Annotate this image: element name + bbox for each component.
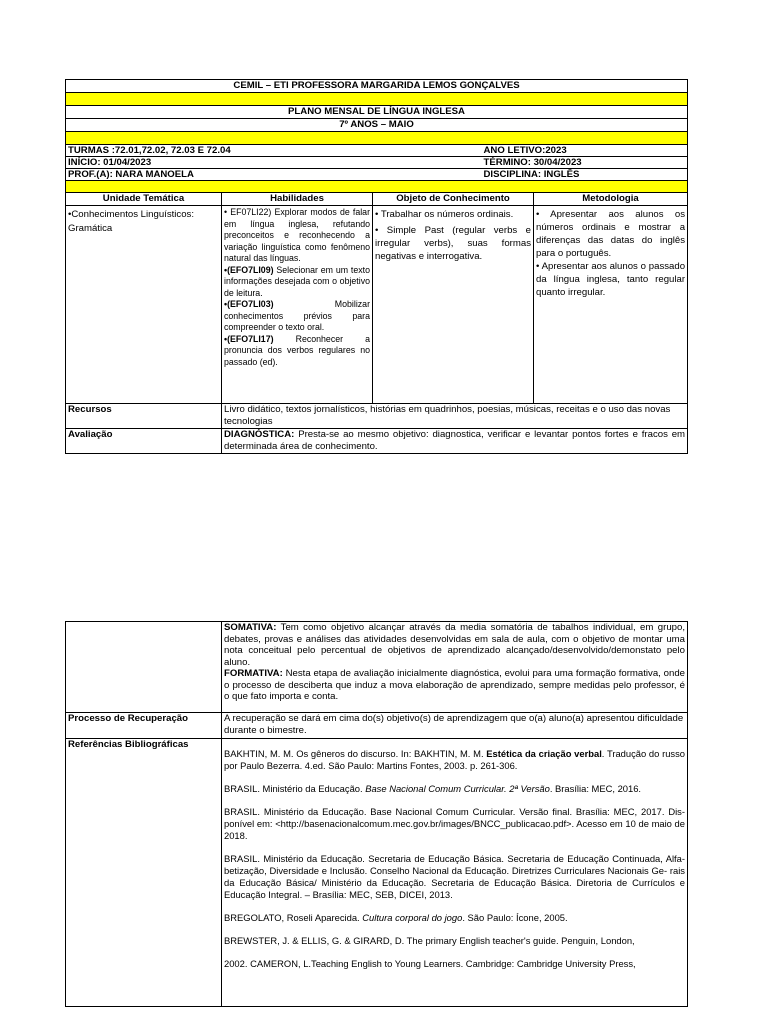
plan-continuation-table xyxy=(65,621,688,1007)
avaliacao-continued-label xyxy=(66,622,222,713)
habilidades-cell xyxy=(222,206,373,404)
yellow-separator xyxy=(66,181,688,193)
objeto-item: • Simple Past (regular verbs e irregular verbs), suas formas negativas e interrogativa. xyxy=(375,225,531,262)
disciplina: DISCIPLINA: INGLÊS xyxy=(484,169,638,181)
yellow-separator xyxy=(66,93,688,106)
recursos-label: Recursos xyxy=(66,404,222,429)
habilidade-item: •(EFO7LI17) Reconhecer a pronuncia dos verbos regulares no passado (ed). xyxy=(224,333,370,367)
col-objeto-header: Objeto de Conhecimento xyxy=(373,193,534,206)
metodologia-item: • Apresentar aos alunos o passado da língua inglesa, tanto regular quanto irregular. xyxy=(536,261,686,298)
grade-month: 7º ANOS – MAIO xyxy=(66,119,688,132)
reference-item: BREGOLATO, Roseli Aparecida. Cultura corporal do jogo. São Paulo: Ícone, 2005. xyxy=(224,912,568,923)
metodologia-item: • Apresentar aos alunos os números ordinais e mostrar a diferenças das datas do inglês para o português. xyxy=(536,209,686,259)
reference-item: BRASIL. Ministério da Educação. Base Nacional Comum Curricular. Versão final. Brasília: MEC, 2017. Dis- ponível em: <http://basenacionalcomum.mec.gov.br/images/BNCC_publicacao.pdf>. Acesso em 10 de maio de 2018. xyxy=(224,806,685,841)
recursos-text: Livro didático, textos jornalísticos, histórias em quadrinhos, poesias, músicas, receitas e o uso das novas tecnologias xyxy=(222,404,688,429)
referencias-list xyxy=(222,739,688,1007)
habilidade-item: •(EFO7LI09) Selecionar em um texto informações desejada com o objetivo de leitura. xyxy=(224,264,370,298)
reference-item: BAKHTIN, M. M. Os gêneros do discurso. In: BAKHTIN, M. M. Estética da criação verbal. Tradução do russo por Paulo Bezerra. 4.ed. São Paulo: Martins Fontes, 2003. p. 261-306. xyxy=(224,748,686,771)
col-metodologia-header: Metodologia xyxy=(534,193,688,206)
reference-item: BRASIL. Ministério da Educação. Base Nacional Comum Curricular. 2ª Versão. Brasília: MEC, 2016. xyxy=(224,783,642,794)
unidade-cell xyxy=(66,206,222,404)
habilidade-item: •(EFO7LI03) Mobilizar conhecimentos prévios para compreender o texto oral. xyxy=(224,299,370,332)
reference-item: BRASIL. Ministério da Educação. Secretaria de Educação Básica. Secretaria de Educação Continuada, Alfa- betização, Diversidade e Inclusão. Conselho Nacional da Educação. Diretrizes Curriculares Nacionais Ge- rais da Educação Básica/ Ministério da Educação. Secretaria de Educação Básica. Diretoria de Currículos e Educação Integral. – Brasília: MEC, SEB, DICEI, 2013. xyxy=(224,853,685,900)
metodologia-cell xyxy=(534,206,688,404)
yellow-separator xyxy=(66,132,688,145)
avaliacao-continued xyxy=(222,622,688,713)
recuperacao-label: Processo de Recuperação xyxy=(66,713,222,739)
plan-title: PLANO MENSAL DE LÍNGUA INGLESA xyxy=(66,106,688,119)
turmas-label: TURMAS :72.01,72.02, 72.03 E 72.04 xyxy=(66,145,534,157)
avaliacao-diagnostica: DIAGNÓSTICA: Presta-se ao mesmo objetivo: diagnostica, verificar e levantar pontos fortes e fracos em determinada área de conhecimento. xyxy=(222,429,688,454)
monthly-plan-table xyxy=(65,79,688,454)
inicio-date: INÍCIO: 01/04/2023 xyxy=(66,157,534,169)
reference-item: 2002. CAMERON, L.Teaching English to Young Learners. Cambridge: Cambridge University Press, xyxy=(224,958,636,969)
col-habilidades-header: Habilidades xyxy=(222,193,373,206)
avaliacao-somativa: SOMATIVA: Tem como objetivo alcançar através da media somatória de tabalhos individual, em grupo, debates, provas e análises das atividades desenvolvidas em sala de aula, com o objetivo de montar uma nota conceitual pelo percentual de objetivos de aprendizado alcançado/desenvolvido/demonstato pelo aluno. xyxy=(224,622,685,668)
professor-name: PROF.(A): NARA MANOELA xyxy=(66,169,534,181)
reference-item: BREWSTER, J. & ELLIS, G. & GIRARD, D. The primary English teacher's guide. Penguin, London, xyxy=(224,935,635,946)
avaliacao-label: Avaliação xyxy=(66,429,222,454)
recuperacao-text: A recuperação se dará em cima do(s) objetivo(s) de aprendizagem que o(a) aluno(a) apresentou dificuldade durante o bimestre. xyxy=(222,713,688,739)
school-name: CEMIL – ETI PROFESSORA MARGARIDA LEMOS GONÇALVES xyxy=(66,80,688,93)
col-unidade-header: Unidade Temática xyxy=(66,193,222,206)
habilidade-item: • EF07LI22) Explorar modos de falar em língua inglesa, refutando preconceitos e reconhecendo a variação linguística como fenômeno natural das línguas. xyxy=(224,207,370,263)
termino-date: TÉRMINO: 30/04/2023 xyxy=(484,157,638,169)
referencias-label: Referências Bibliográficas xyxy=(66,739,222,1007)
objeto-cell xyxy=(373,206,534,404)
unidade-text: •Conhecimentos Linguísticos: Gramática xyxy=(68,209,195,234)
ano-letivo: ANO LETIVO:2023 xyxy=(484,145,638,157)
avaliacao-formativa: FORMATIVA: Nesta etapa de avaliação inicialmente diagnóstica, evolui para uma formação formativa, onde o processo de desciberta que induz a mova elaboração de aprendizado, sempre medidas pelo professor, é o que fato importa e conta. xyxy=(224,668,685,702)
objeto-item: • Trabalhar os números ordinais. xyxy=(375,209,514,220)
